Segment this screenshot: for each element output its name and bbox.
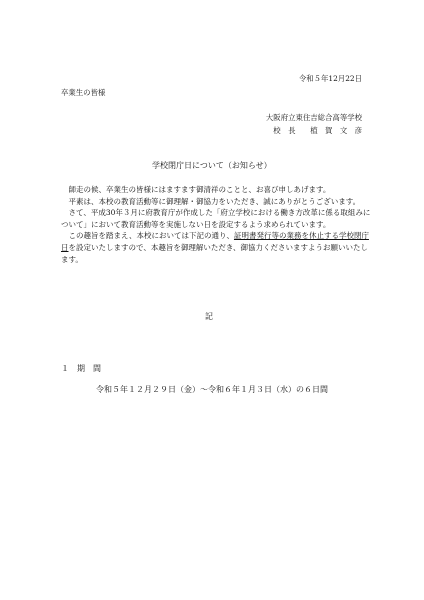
recipient: 卒業生の皆様 [61, 88, 106, 97]
body-paragraph: 平素は、本校の教育活動等に御理解・御協力をいただき、誠にありがとうございます。 [68, 196, 361, 206]
body-paragraph: この趣旨を踏まえ、本校においては下記の通り、証明書発行等の業務を休止する学校閉庁日を設定いたしますので、本趣旨を御理解いただき、御協力くださいますようお願いいたします。 [61, 231, 369, 264]
document-title: 学校閉庁日について（お知らせ） [152, 161, 272, 170]
closure-period: 令和５年１２月２９日（金）～令和６年１月３日（水）の６日間 [96, 385, 328, 394]
closure-notice-underlined: 証明書発行等の業務を休止する学校閉庁日 [61, 231, 369, 252]
ki-marker: 記 [205, 312, 213, 321]
section-heading: １ 期 間 [61, 364, 101, 373]
body-paragraph: 師走の候、卒業生の皆様にはますます御清祥のことと、お喜び申しあげます。 [68, 185, 331, 194]
sender-school: 大阪府立東住吉総合高等学校 [265, 113, 362, 122]
body-text [61, 184, 373, 265]
document-date: 令和５年12月22日 [298, 74, 362, 83]
sender-principal: 校 長 植 賀 文 彦 [273, 126, 362, 135]
body-paragraph: さて、平成30年３月に府教育庁が作成した「府立学校における働き方改革に係る取組みについて」において教育活動等を実施しない日を設定するよう求められています。 [61, 208, 371, 229]
